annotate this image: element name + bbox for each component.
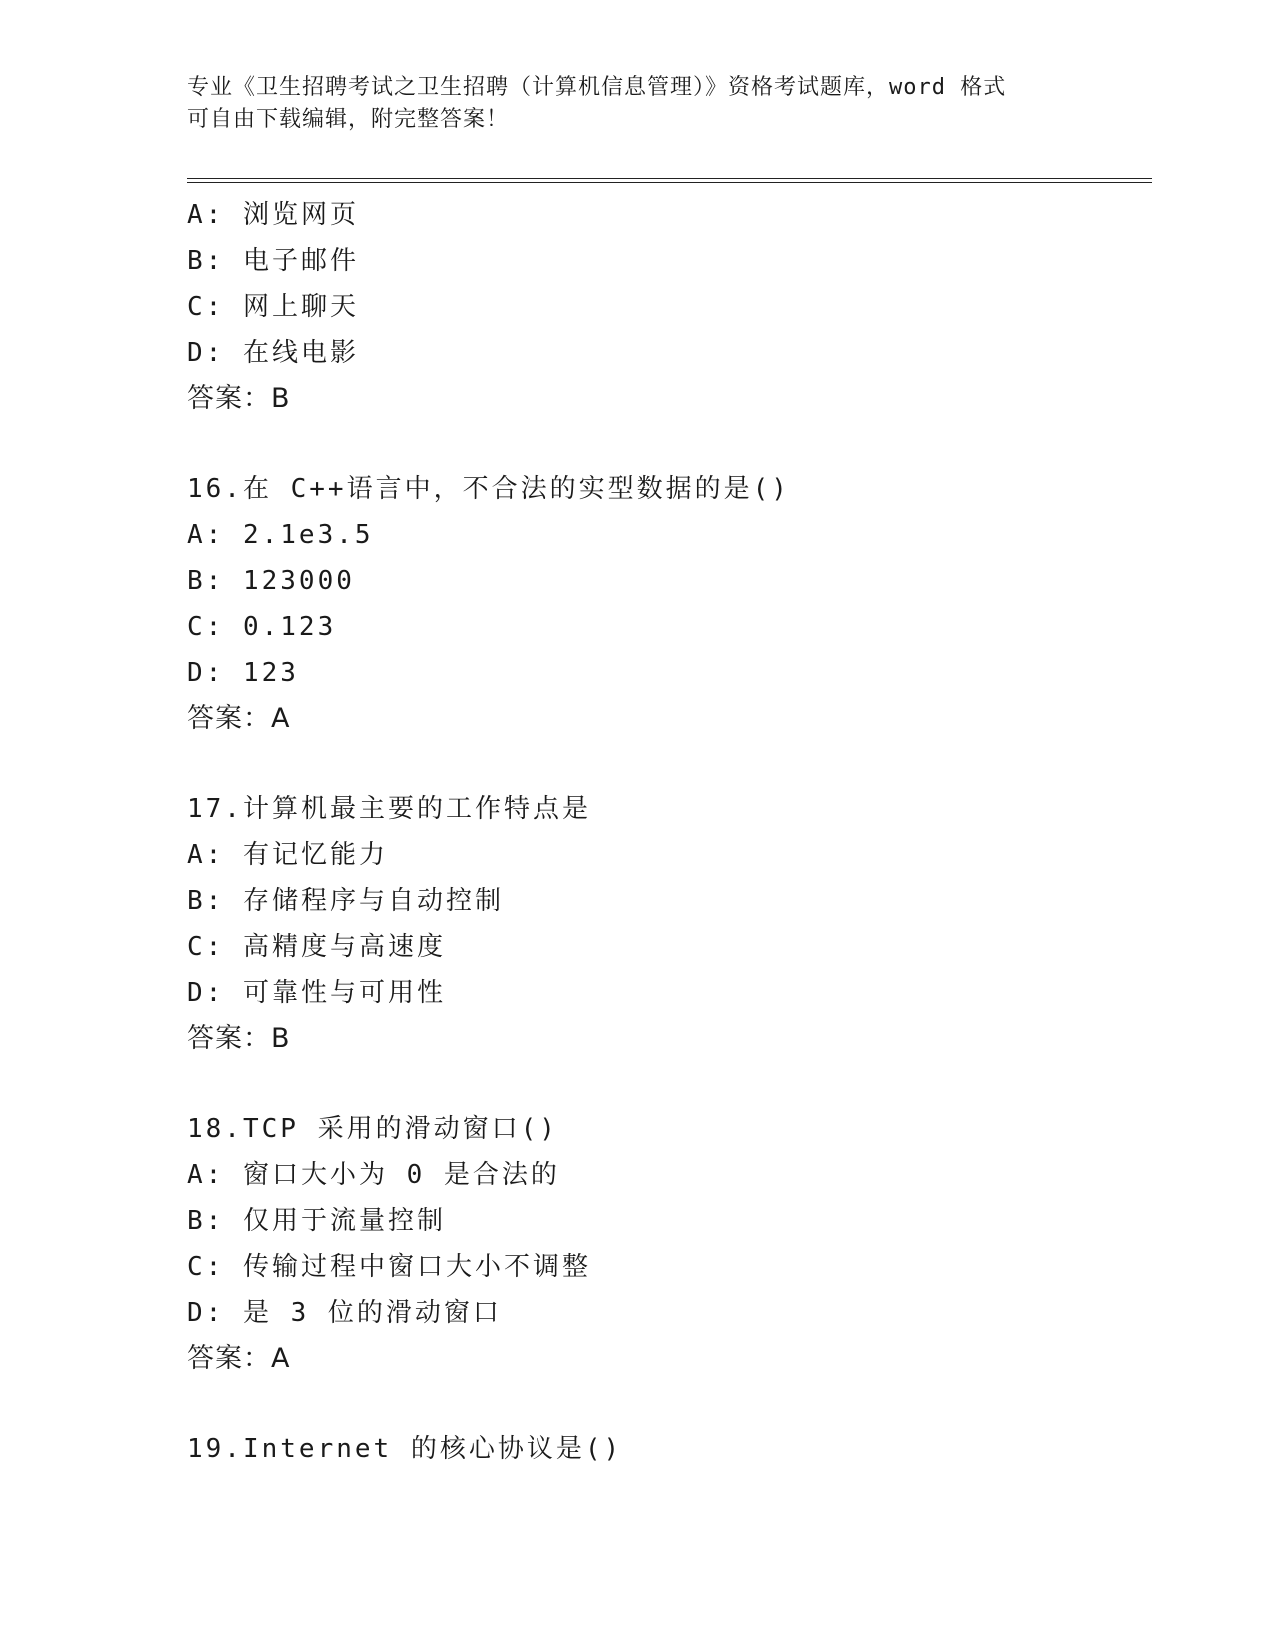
question-19 [187,1426,1147,1472]
question-stem: 17.计算机最主要的工作特点是 [187,794,591,824]
header-title-line-1: 专业《卫生招聘考试之卫生招聘（计算机信息管理）》资格考试题库，word 格式 [187,75,1007,100]
answer-line: 答案：B [187,1023,291,1054]
option-b: B: 存储程序与自动控制 [187,886,504,916]
question-17 [187,786,1147,1062]
header-title-line-2: 可自由下载编辑，附完整答案！ [187,107,510,132]
question-16 [187,466,1147,742]
option-c: C: 网上聊天 [187,292,359,322]
question-15-continued [187,192,1147,422]
question-gap [187,422,1147,466]
option-c: C: 传输过程中窗口大小不调整 [187,1252,591,1282]
answer-line: 答案：A [187,703,291,734]
option-c: C: 0.123 [187,612,337,642]
question-stem: 16.在 C++语言中，不合法的实型数据的是() [187,474,790,504]
document-header [187,72,1087,136]
question-18 [187,1106,1147,1382]
option-c: C: 高精度与高速度 [187,932,446,962]
option-a: A: 窗口大小为 0 是合法的 [187,1160,560,1190]
question-gap [187,742,1147,786]
question-gap [187,1382,1147,1426]
option-d: D: 在线电影 [187,338,359,368]
header-rule-top [187,178,1152,179]
question-gap [187,1062,1147,1106]
option-a: A: 有记忆能力 [187,840,388,870]
question-stem: 19.Internet 的核心协议是() [187,1434,623,1464]
answer-line: 答案：B [187,383,291,414]
option-d: D: 可靠性与可用性 [187,978,446,1008]
option-b: B: 电子邮件 [187,246,359,276]
header-rule-bottom [187,182,1152,183]
question-stem: 18.TCP 采用的滑动窗口() [187,1114,558,1144]
question-list [187,192,1147,1472]
option-d: D: 123 [187,658,299,688]
option-a: A: 浏览网页 [187,200,359,230]
option-d: D: 是 3 位的滑动窗口 [187,1298,502,1328]
option-b: B: 仅用于流量控制 [187,1206,446,1236]
option-a: A: 2.1e3.5 [187,520,374,550]
answer-line: 答案：A [187,1343,291,1374]
option-b: B: 123000 [187,566,355,596]
